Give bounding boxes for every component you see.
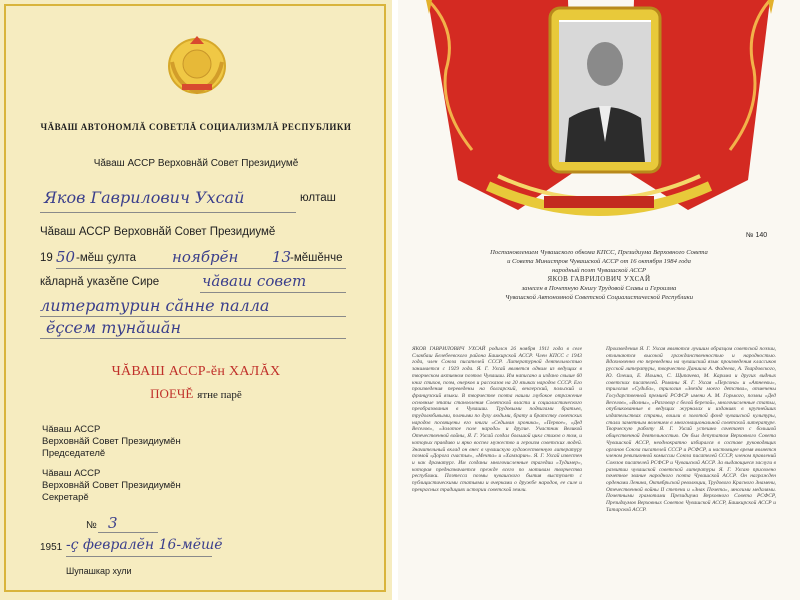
- decree-handwritten-2: литературин сăнне палла: [40, 296, 270, 315]
- rule-line: [40, 338, 346, 339]
- heading-line: занесен в Почетную Книгу Трудовой Славы и Героизма: [521, 285, 677, 292]
- article-page: [398, 0, 800, 600]
- heading-line: и Совета Министров Чувашской АССР от 16 октября 1984 года: [507, 258, 691, 265]
- page-number: № 140: [746, 232, 768, 239]
- article-heading: [398, 248, 800, 302]
- year-prefix: 19: [40, 252, 53, 264]
- date-prefix: 1951: [40, 542, 63, 553]
- portrait-photo: [559, 22, 651, 162]
- award-title-word: ПОЕЧĔ: [150, 386, 194, 401]
- state-emblem-icon: [162, 32, 232, 98]
- chairman-block: Чăваш АССР Верховнăй Совет Президиумĕн Председателĕ: [42, 424, 181, 459]
- recipient-name: Яков Гаврилович Ухсай: [44, 188, 245, 207]
- rule-line: [40, 316, 346, 317]
- day-handwritten: 13: [272, 248, 292, 266]
- city-label: Шупашкар хули: [66, 566, 132, 576]
- number-label: №: [86, 520, 97, 531]
- presidium-line: Чăваш АССР Верховнăй Совет Президиумĕ: [40, 226, 276, 238]
- day-suffix: -мĕшĕнче: [290, 252, 343, 264]
- heading-person-name: ЯКОВ ГАВРИЛОВИЧ УХСАЙ: [547, 275, 651, 283]
- decree-handwritten-1: чăваш совет: [202, 272, 307, 290]
- award-title-suffix: ятне парĕ: [197, 389, 242, 401]
- award-title-line-2: [0, 386, 392, 402]
- rule-line: [66, 556, 212, 557]
- heading-line: Чувашской Автономной Советской Социалистической Республики: [504, 294, 693, 301]
- rule-line: [56, 268, 346, 269]
- secretary-block: Чăваш АССР Верховнăй Совет Президиумĕн Секретарĕ: [42, 468, 181, 503]
- date-handwritten: -ç февралĕн 16-мĕшĕ: [66, 537, 223, 553]
- decree-handwritten-3: ĕçсем тунăшăн: [46, 318, 181, 337]
- presidium-header: Чăваш АССР Верховнăй Совет Президиумĕ: [93, 158, 299, 169]
- decree-prefix: кăларнă указĕпе Сире: [40, 276, 160, 288]
- certificate-page: [0, 0, 392, 600]
- republic-header: ЧĂВАШ АВТОНОМЛĂ СОВЕТЛĂ СОЦИАЛИЗМЛĂ РЕСПУБЛИКИ: [40, 122, 352, 132]
- heading-line: народный поэт Чувашской АССР: [551, 267, 647, 274]
- heading-line: Постановлением Чувашского обкома КПСС, Президиума Верховного Совета: [490, 249, 708, 256]
- year-handwritten: 50: [56, 248, 76, 266]
- article-column-left: ЯКОВ ГАВРИЛОВИЧ УХСАЙ родился 26 ноября 1911 года в селе Слакбаш Белебеевского района Башкирской АССР. Член КПСС с 1943 года, член Союза писателей СССР. Литературной деятельностью занимается с 1929 года. Я. Г. Ухсай является одним из ведущих в творческом активном поэтов Чувашии. Им написано и издано свыше 60 книг стихов, поэм, очерков и рассказов на 20 языках народов СССР. Его произведения переведены на болгарский, венгерский, польский и французский языки. В творчестве поэта нашли глубокое отражение основные этапы становления Советской власти и социалистического преобразования в Чувашии. Трудовыми подвигами братьев, трудолюбивыми, полными по духу людьми, брату и братству советских народов посвящены его книги «Седьмая хроника», «Первое», «Дед Веселов», «Золотое поле народа» и другие. Участник Великой Отечественной войны, Я. Г. Ухсай создал большой цикл стихов о том, и которых правдиво и ярко воспел мужество и героизм советских людей. Значительный вклад он внес в чувашскую художественную литературу поэмой «Дорога счастья», «Мечта» и «Хамзарин». Я. Г. Ухсай известен и как драматург. Им созданы многочисленные трагедии «Тудимер», которая предназначается прежде всего по мотивам творчества республики. Поэтесса поэмы чувашского бытия выступает с публицистическими статьями и очерками о дружбе народов, ее силе и прекрасных традициях истории советской земли.: [412, 346, 582, 493]
- rule-line: [98, 532, 158, 533]
- month-handwritten: ноябрĕн: [172, 248, 239, 266]
- article-column-right: Произведения Я. Г. Ухсая являются лучшим образцом советской поэзии, отличаются высокой гражданственностью и народностью. Вдохновенно ею переведены на чувашский язык произведения классиков русской литературы, творчество Даниила А. Фадеева, А. Твардовского, Ю. Олеши, Е. Ильина, С. Щипачева, М. Карима и других видных советских писателей. Романы Я. Г. Ухсая «Персона» и «Атнеевы», трилогия «Судьба», трилогия «Звезда моего детства», отмечены Государственной премией РСФСР имени А. М. Горького, поэмы «Дед Веселов», «Волны», «Разговор с белой березой», многочисленные статьи, опубликованные в ведущих журналах и изданиях в крупнейших издательствах страны, вошли в золотой фонд чувашской культуры, стали заметным явлением в многонациональной советской литературе. Творческую работу Я. Г. Ухсай успешно сочетает с большой общественной деятельностью. Он был депутатом Верховного Совета Чувашской АССР, неоднократно избирался в составе руководящих органов Союза писателей СССР и РСФСР, и настоящее время является членом ревизионной комиссии Союза писателей СССР, членом правлений Союзов писателей РСФСР и Чувашской АССР. За выдающиеся заслуги в развитии чувашской советской литературы Я. Г. Ухсаю присвоено почетное звание народного поэта Чувашской АССР. Он награжден орденами Ленина, Октябрьской революции, Трудового Красного Знамени, Отечественной войны II степени и «Знак Почета», многими медалями. Почетными грамотами Президиума Верховного Совета РСФСР, Президиумов Верховных Советов Чувашской АССР, Башкирской АССР и Татарской АССР.: [606, 346, 776, 513]
- number-handwritten: 3: [108, 514, 118, 532]
- rule-line: [40, 212, 296, 213]
- year-suffix: -мĕш çулта: [76, 252, 137, 264]
- comrade-word: юлташ: [300, 192, 336, 204]
- award-title-line-1: ЧĂВАШ АССР-ĕн ХАЛĂХ: [111, 364, 281, 379]
- rule-line: [200, 292, 346, 293]
